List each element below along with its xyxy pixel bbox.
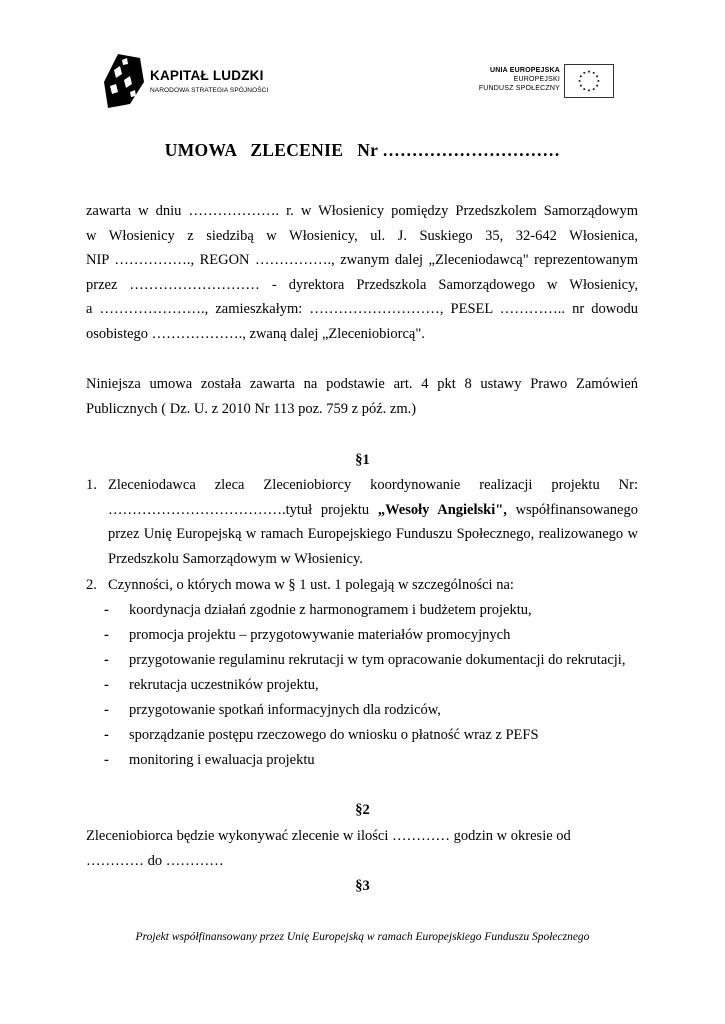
eu-star-icon (588, 71, 590, 73)
item-1-text (108, 473, 638, 571)
project-number-blank: ……………………………….tytuł projektu (108, 501, 378, 518)
item-2-text (108, 573, 638, 598)
eu-star-icon (593, 72, 595, 74)
bullet-dash: - (104, 652, 109, 668)
eu-star-icon (583, 88, 585, 90)
item-2-line: Czynności, o których mowa w § 1 ust. 1 polegają w szczególności na: (108, 577, 514, 593)
basis-line: Publicznych ( Dz. U. z 2010 Nr 113 poz. 759 z póź. zm.) (86, 400, 417, 417)
section-2-text (86, 824, 638, 873)
eu-logo-line1: UNIA EUROPEJSKA (489, 67, 560, 74)
bullet-item: koordynacja działań zgodnie z harmonogramem i budżetem projektu, (129, 602, 532, 618)
eu-logo-line3: FUNDUSZ SPOŁECZNY (478, 85, 560, 92)
intro-line: w Włosienicy z siedzibą w Włosienicy, ul. J. Suskiego 35, 32-642 Włosienica, (86, 227, 638, 244)
intro-line: zawarta w dniu ………………. r. w Włosienicy pomiędzy Przedszkolem Samorządowym (86, 203, 638, 219)
intro-line: osobistego ………………., zwaną dalej „Zleceniobiorcą". (86, 325, 425, 342)
kapital-ludzki-emblem-icon (100, 52, 146, 110)
bullet-dash: - (104, 627, 109, 643)
bullet-item: przygotowanie regulaminu rekrutacji w tym opracowanie dokumentacji do rekrutacji, (129, 652, 626, 668)
bullet-dash: - (104, 727, 109, 743)
eu-star-icon (596, 85, 598, 87)
section-3-heading: §3 (355, 878, 370, 894)
item-1-line: Zleceniodawca zleca Zleceniobiorcy koordynowanie realizacji projektu Nr: (108, 477, 638, 493)
item-1-number: 1. (86, 477, 97, 493)
contract-title-label: UMOWA ZLECENIE Nr (164, 140, 379, 160)
bullet-dash: - (104, 602, 109, 618)
eu-logo-text (479, 66, 560, 93)
section-2-line: Zleceniobiorca będzie wykonywać zlecenie w ilości ………… godzin w okresie od (86, 828, 571, 844)
bullet-item: monitoring i ewaluacja projektu (129, 752, 315, 768)
eu-star-icon (583, 72, 585, 74)
item-1-line: przez Unię Europejską w ramach Europejskiego Funduszu Społecznego, realizowanego w (108, 526, 638, 542)
section-2-line: ………… do ………… (86, 852, 224, 869)
eu-star-icon (580, 85, 582, 87)
item-1-line2-end: współfinansowanego (506, 501, 638, 518)
eu-star-icon (588, 89, 590, 91)
intro-line: przez ……………………… - dyrektora Przedszkola Samorządowego w Włosienicy, (86, 276, 638, 293)
intro-line: a …………………., zamieszkałym: ………………………, PESEL ………….. nr dowodu (86, 301, 638, 317)
section-1-heading: §1 (355, 452, 370, 468)
item-1-line (108, 498, 638, 523)
eu-flag-icon (564, 64, 614, 98)
eu-star-icon (597, 80, 599, 82)
bullet-item: sporządzanie postępu rzeczowego do wniosku o płatność wraz z PEFS (129, 727, 539, 743)
bullet-item: promocja projektu – przygotowywanie materiałów promocyjnych (129, 627, 511, 643)
legal-basis-paragraph (86, 372, 638, 421)
kapital-ludzki-logo (100, 52, 290, 112)
contract-number-blank: ………………………… (382, 140, 561, 160)
intro-line: NIP ……………., REGON ……………., zwanym dalej „Zleceniodawcą" reprezentowanym (86, 252, 638, 268)
bullet-item: przygotowanie spotkań informacyjnych dla rodziców, (129, 702, 441, 718)
page-footer: Projekt współfinansowany przez Unię Europejską w ramach Europejskiego Funduszu Społecznego (135, 931, 590, 943)
eu-logo (470, 64, 620, 100)
bullet-item: rekrutacja uczestników projektu, (129, 677, 319, 693)
basis-line: Niniejsza umowa została zawarta na podstawie art. 4 pkt 8 ustawy Prawo Zamówień (86, 376, 638, 392)
project-title: „Wesoły Angielski", (377, 501, 507, 518)
bullet-dash: - (104, 702, 109, 718)
intro-paragraph (86, 199, 638, 346)
eu-star-icon (593, 88, 595, 90)
bullet-dash: - (104, 752, 109, 768)
contract-title (0, 140, 725, 161)
bullet-dash: - (104, 677, 109, 693)
eu-star-icon (579, 80, 581, 82)
item-1-line: Przedszkolu Samorządowym w Włosienicy. (108, 550, 363, 567)
eu-star-icon (580, 75, 582, 77)
item-2-number: 2. (86, 577, 97, 593)
eu-logo-line2: EUROPEJSKI (513, 76, 560, 83)
kapital-ludzki-subtitle: NARODOWA STRATEGIA SPÓJNOŚCI (150, 87, 269, 94)
eu-star-icon (596, 75, 598, 77)
kapital-ludzki-title: KAPITAŁ LUDZKI (150, 68, 264, 83)
section-2-heading: §2 (355, 802, 370, 818)
